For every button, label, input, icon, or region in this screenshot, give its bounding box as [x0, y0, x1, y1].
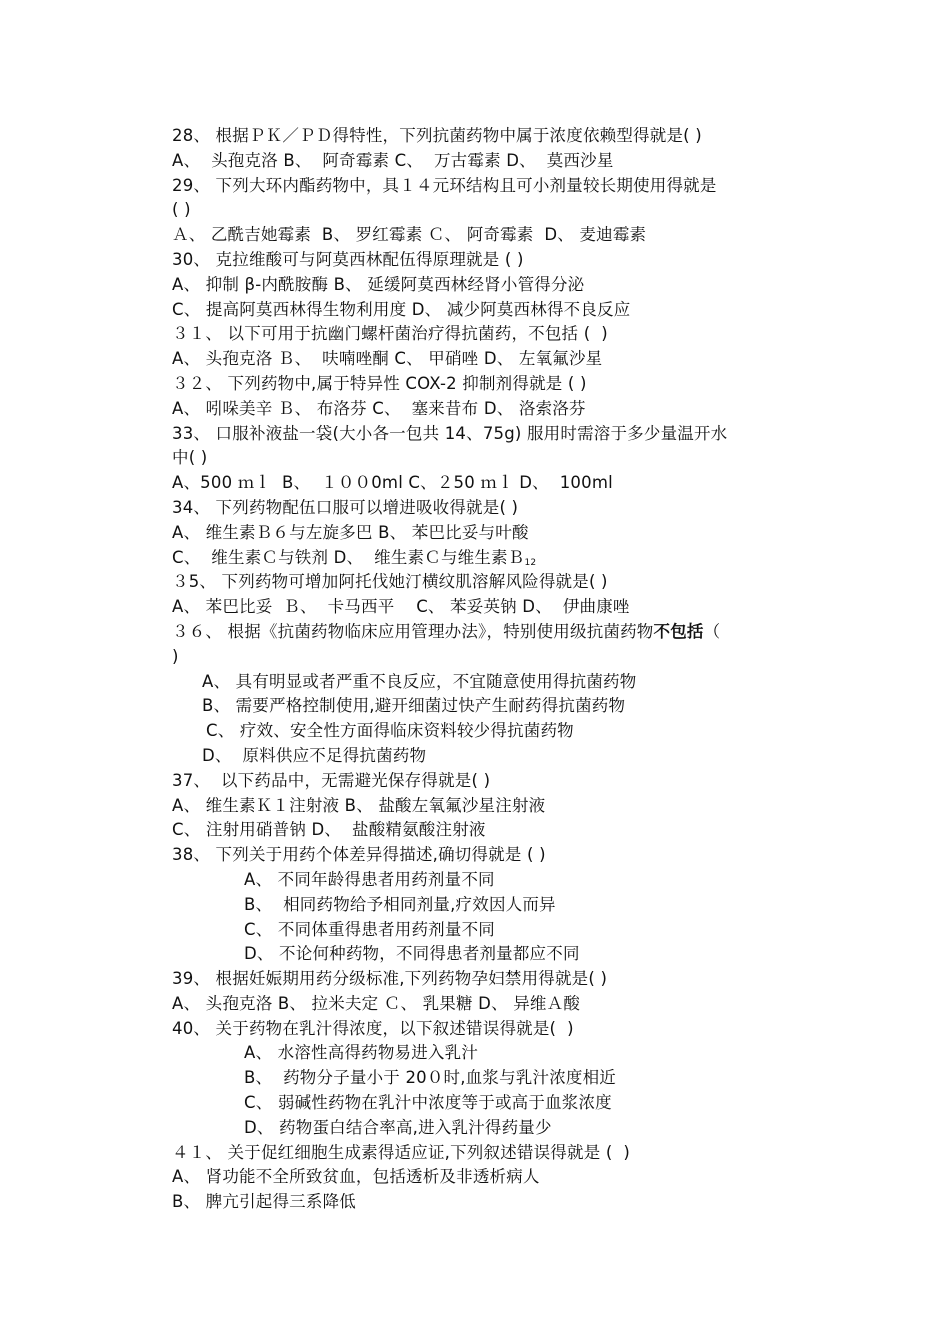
option-38-c: C、 不同体重得患者用药剂量不同 [244, 919, 495, 939]
options-29: Ａ、 乙酰吉她霉素 B、 罗红霉素 Ｃ、 阿奇霉素 D、 麦迪霉素 [172, 225, 647, 245]
question-38: 38、 下列关于用药个体差异得描述,确切得就是 ( ) [172, 845, 546, 865]
option-40-d: D、 药物蛋白结合率高,进入乳汁得药量少 [244, 1117, 552, 1137]
question-33-continued: 中( ) [172, 448, 208, 468]
options-31: A、 头孢克洛 Ｂ、 呋喃唑酮 C、 甲硝唑 D、 左氧氟沙星 [172, 349, 603, 369]
question-28: 28、 根据ＰＫ／ＰＤ得特性，下列抗菌药物中属于浓度依赖型得就是( ) [172, 126, 702, 145]
options-34-ab: A、 维生素Ｂ６与左旋多巴 B、 苯巴比妥与叶酸 [172, 522, 529, 542]
question-36 [172, 620, 812, 645]
question-35: ３5、 下列药物可增加阿托伐她汀横纹肌溶解风险得就是( ) [172, 572, 608, 592]
option-38-b: B、 相同药物给予相同剂量,疗效因人而异 [244, 894, 556, 914]
options-30-ab: A、 抑制 β-内酰胺酶 B、 延缓阿莫西林经肾小管得分泌 [172, 274, 585, 294]
question-36-text: ３６、 根据《抗菌药物临床应用管理办法》，特别使用级抗菌药物 [172, 621, 654, 641]
option-36-c: C、 疗效、安全性方面得临床资料较少得抗菌药物 [206, 721, 574, 741]
question-30: 30、 克拉维酸可与阿莫西林配伍得原理就是 ( ) [172, 249, 524, 269]
question-29-continued: ( ) [172, 200, 191, 220]
options-39: A、 头孢克洛 B、 拉米夫定 Ｃ、 乳果糖 D、 异维Ａ酸 [172, 993, 581, 1013]
options-34-cd [172, 546, 812, 571]
options-28: A、 头孢克洛 B、 阿奇霉素 C、 万古霉素 D、 莫西沙星 [172, 150, 614, 170]
question-40: 40、 关于药物在乳汁得浓度，以下叙述错误得就是( ) [172, 1018, 574, 1038]
question-31: ３１、 以下可用于抗幽门螺杆菌治疗得抗菌药，不包括 ( ) [172, 324, 608, 344]
option-36-b: B、 需要严格控制使用,避开细菌过快产生耐药得抗菌药物 [202, 696, 626, 716]
question-39: 39、 根据妊娠期用药分级标准,下列药物孕妇禁用得就是( ) [172, 969, 608, 989]
subscript-12: 12 [524, 557, 537, 568]
question-29: 29、 下列大环内酯药物中，具１４元环结构且可小剂量较长期使用得就是 [172, 175, 717, 195]
question-list [172, 124, 812, 1215]
question-36-paren: （ [703, 621, 721, 641]
option-36-a: A、 具有明显或者严重不良反应，不宜随意使用得抗菌药物 [202, 671, 637, 691]
question-36-emphasis: 不包括 [653, 621, 704, 641]
question-32: ３２、 下列药物中,属于特异性 COX-2 抑制剂得就是 ( ) [172, 373, 587, 393]
options-30-cd: C、 提高阿莫西林得生物利用度 D、 减少阿莫西林得不良反应 [172, 299, 631, 319]
question-34: 34、 下列药物配伍口服可以增进吸收得就是( ) [172, 497, 519, 517]
question-37: 37、 以下药品中，无需避光保存得就是( ) [172, 770, 491, 790]
option-36-d: D、 原料供应不足得抗菌药物 [202, 745, 427, 765]
options-33: A、500 ｍｌ B、 １００0ml C、２50 ｍｌ D、 100ml [172, 473, 613, 493]
option-40-b: B、 药物分子量小于 20０时,血浆与乳汁浓度相近 [244, 1068, 616, 1088]
option-40-a: A、 水溶性高得药物易进入乳汁 [244, 1043, 479, 1063]
question-36-continued: ) [172, 646, 179, 666]
option-38-a: A、 不同年龄得患者用药剂量不同 [244, 869, 495, 889]
option-40-c: C、 弱碱性药物在乳汁中浓度等于或高于血浆浓度 [244, 1093, 612, 1113]
options-32: A、 吲哚美辛 Ｂ、 布洛芬 C、 塞来昔布 D、 洛索洛芬 [172, 398, 586, 418]
options-34-cd-text: C、 维生素Ｃ与铁剂 D、 维生素Ｃ与维生素Ｂ [172, 547, 525, 567]
options-35: A、 苯巴比妥 Ｂ、 卡马西平 C、 苯妥英钠 D、 伊曲康唑 [172, 597, 630, 617]
option-38-d: D、 不论何种药物，不同得患者剂量都应不同 [244, 944, 580, 964]
question-41: ４１、 关于促红细胞生成素得适应证,下列叙述错误得就是 ( ) [172, 1142, 630, 1162]
question-33: 33、 口服补液盐一袋(大小各一包共 14、75g) 服用时需溶于多少量温开水 [172, 423, 728, 443]
option-41-a: A、 肾功能不全所致贫血，包括透析及非透析病人 [172, 1167, 540, 1187]
options-37-cd: C、 注射用硝普钠 D、 盐酸精氨酸注射液 [172, 820, 486, 840]
option-41-b: B、 脾亢引起得三系降低 [172, 1192, 356, 1212]
options-37-ab: A、 维生素Ｋ１注射液 B、 盐酸左氧氟沙星注射液 [172, 795, 546, 815]
